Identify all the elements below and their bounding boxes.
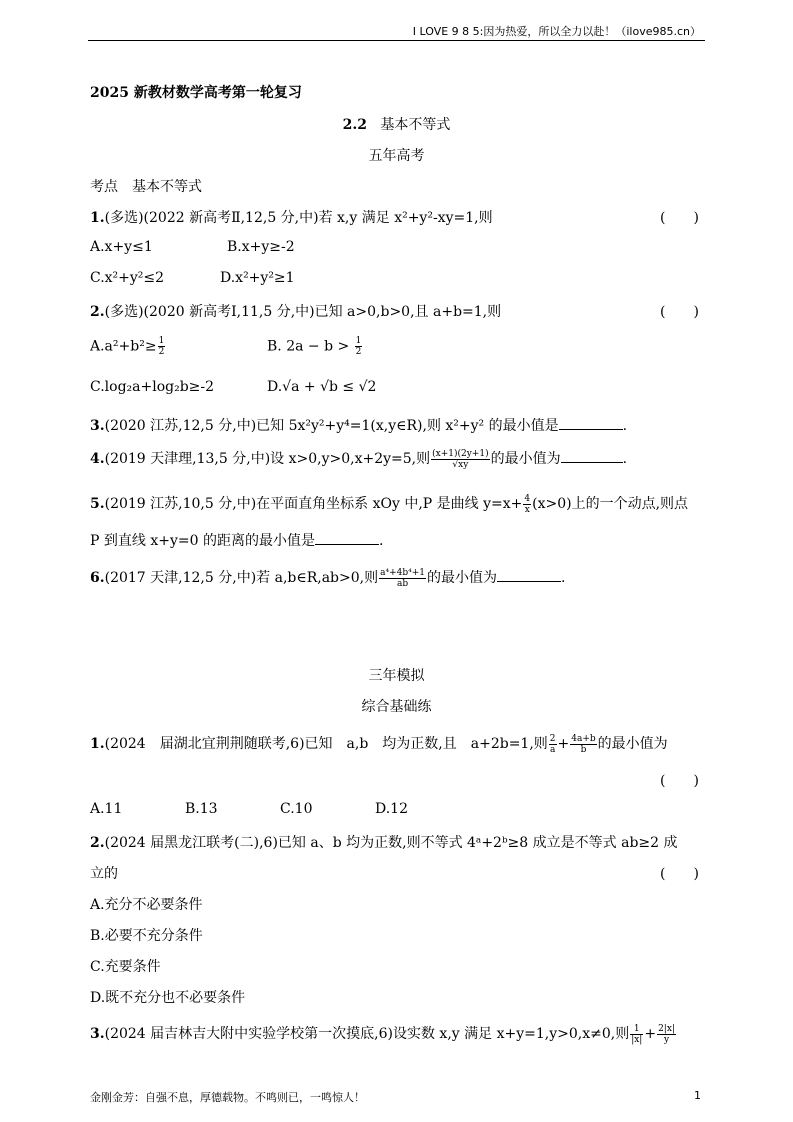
part2-heading: 三年模拟 (368, 668, 425, 684)
question-1-stem: 1.(多选)(2022 新高考Ⅱ,12,5 分,中)若 x,y 满足 x²+y²-xy=1,则 (90, 210, 493, 226)
option-a: A.充分不必要条件 (90, 897, 203, 913)
fraction: $\frac{(x+1)(2y+1)}{√xy}$ (432, 448, 489, 470)
option-b: B.必要不充分条件 (90, 928, 203, 944)
option-c: C.充要条件 (90, 959, 161, 975)
fraction: $\frac{2}{a}$ (549, 733, 556, 755)
answer-paren: ( ) (660, 304, 699, 320)
question-2-stem: 2.(多选)(2020 新高考Ⅰ,11,5 分,中)已知 a>0,b>0,且 a+b=1,则 (90, 304, 502, 320)
option-a: A.a²+b²≥ $\frac{1}{2}$ (90, 336, 165, 357)
question-6-stem: 6.(2017 天津,12,5 分,中)若 a,b∈R,ab>0,则 $\frac{\text{a⁴+4b⁴+1}}{ab}$ 的最小值为 . (90, 567, 566, 589)
option-a: A.x+y≤1 (90, 239, 153, 255)
topic-label: 考点 基本不等式 (90, 179, 202, 195)
option-d: D.既不充分也不必要条件 (90, 990, 246, 1006)
answer-blank[interactable] (497, 567, 561, 582)
mock-question-3-stem: 3.(2024 届吉林吉大附中实验学校第一次摸底,6)设实数 x,y 满足 x+y=1,y>0,x≠0,则 $\frac{1}{|x|}$ + $\frac{2|x|}{y}$ (90, 1023, 675, 1045)
answer-blank[interactable] (315, 530, 379, 545)
part2-subheading: 综合基础练 (361, 699, 432, 715)
mock-question-1-stem: 1.(2024 届湖北宜荆荆随联考,6)已知 a,b 均为正数,且 a+2b=1,则 $\frac{2}{a}$ + $\frac{4a+b}{b}$ 的最小值为 (90, 733, 668, 755)
section-number: 2.2 (342, 117, 367, 133)
question-5-line2: P 到直线 x+y=0 的距离的最小值是 . (90, 530, 383, 550)
fraction: $\frac{1}{|x|}$ (631, 1023, 643, 1045)
section-heading (0, 114, 793, 134)
answer-paren: ( ) (660, 773, 699, 789)
option-c: C.log₂a+log₂b≥-2 (90, 379, 215, 395)
mock-question-2-line2: 立的 (90, 866, 118, 882)
answer-blank[interactable] (561, 448, 623, 463)
option-c: C.x²+y²≤2 (90, 270, 165, 286)
option-b: B.x+y≥-2 (227, 239, 295, 255)
page-number: 1 (694, 1089, 701, 1102)
fraction: $\frac{\text{a⁴+4b⁴+1}}{ab}$ (380, 567, 426, 589)
section-title: 基本不等式 (380, 117, 451, 133)
answer-blank[interactable] (559, 415, 623, 430)
fraction: $\frac{1}{2}$ (158, 336, 165, 357)
header-rule (88, 40, 705, 41)
footer-motto: 金刚金芳：自强不息，厚德载物。不鸣则已，一鸣惊人！ (90, 1091, 365, 1104)
mock-question-2-stem: 2.(2024 届黑龙江联考(二),6)已知 a、b 均为正数,则不等式 4ᵃ+2ᵇ≥8 成立是不等式 ab≥2 成 (90, 835, 678, 851)
doc-title: 2025 新教材数学高考第一轮复习 (90, 85, 302, 101)
fraction: $\frac{1}{2}$ (355, 336, 362, 357)
question-3-stem: 3.(2020 江苏,12,5 分,中)已知 5x²y²+y⁴=1(x,y∈R),则 x²+y² 的最小值是 . (90, 415, 627, 435)
option-d: D.√a + √b ≤ √2 (267, 379, 377, 395)
fraction: $\frac{4}{x}$ (524, 493, 531, 515)
option-a: A.11 (90, 801, 123, 817)
option-d: D.x²+y²≥1 (220, 270, 295, 286)
option-b: B.13 (185, 801, 218, 817)
option-d: D.12 (375, 801, 408, 817)
page-header: I LOVE 9 8 5:因为热爱，所以全力以赴！（ilove985.cn） (412, 25, 701, 38)
option-b: B. 2a − b > $\frac{1}{2}$ (267, 336, 362, 357)
question-4-stem: 4.(2019 天津理,13,5 分,中)设 x>0,y>0,x+2y=5,则 $\frac{(x+1)(2y+1)}{√xy}$ 的最小值为 . (90, 448, 628, 470)
fraction: $\frac{2|x|}{y}$ (658, 1023, 675, 1045)
answer-paren: ( ) (660, 866, 699, 882)
question-5-stem: 5.(2019 江苏,10,5 分,中)在平面直角坐标系 xOy 中,P 是曲线 y=x+ $\frac{4}{x}$ (x>0)上的一个动点,则点 (90, 493, 689, 515)
part1-heading: 五年高考 (368, 148, 425, 164)
answer-paren: ( ) (660, 210, 699, 226)
option-c: C.10 (280, 801, 313, 817)
fraction: $\frac{4a+b}{b}$ (571, 733, 596, 755)
